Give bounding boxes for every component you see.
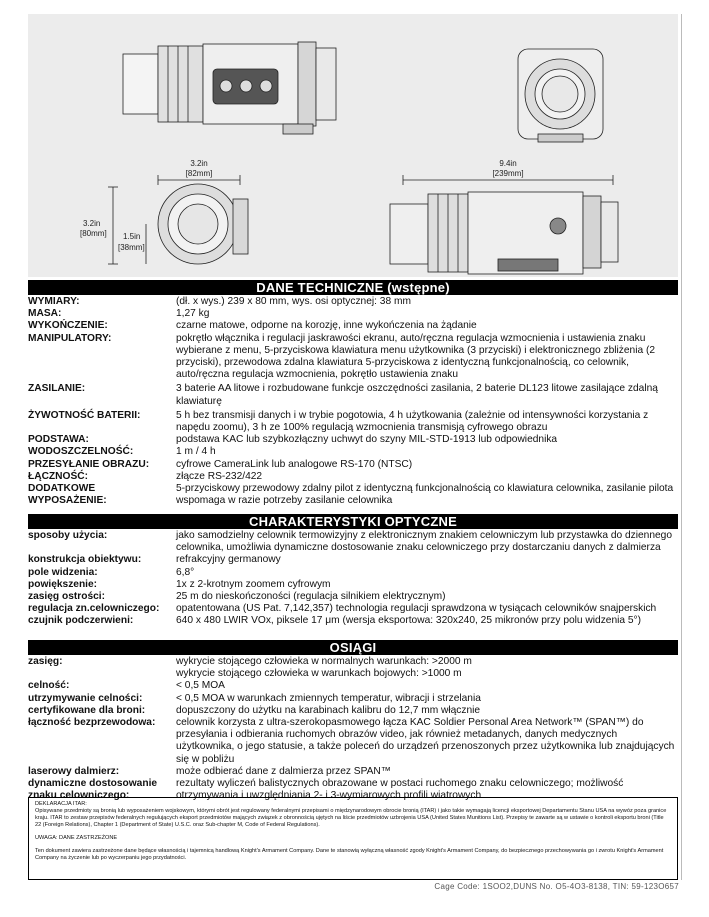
itar-text: Opisywane przedmioty są bronią lub wyposażeniem wojskowym, którymi obrót jest regulowany federalnymi przepisami o międzynarodowym obrocie bronią (ITAR) i jako takie wymagają licencji eksportowej Departamentu Stanu USA na wywóz poza granice kraju. ITAR to zestaw przepisów federalnych regulujących eksport przedmiotów mających związek z obronnością ujętych na liście przedmiotów uzbrojenia USA (United States Munitions List). Przepisy te zawarte są w ustawie o kontroli eksportu broni (Title 22 (Foreign Relations), Chapter 1 (Department of State) U.S.C. oraz Sub-chapter M, Code of Federal Regulations).: [35, 808, 667, 828]
spec-row: ŁĄCZNOŚĆ: złącze RS-232/422: [28, 470, 263, 482]
optics-row: regulacja zn.celowniczego: opatentowana (US Pat. 7,142,357) technologia regulacji sprawdzona w tysiącach celowników snajperskich: [28, 603, 657, 615]
spec-row: ZASILANIE: 3 baterie AA litowe i rozbudowane funkcje oszczędności zasilania, 2 baterie DL123 litowe zasilające zdalną klawiaturę: [28, 383, 658, 407]
itar-title: DEKLARACJA ITAR:: [35, 801, 87, 807]
scope-drawings-svg: [28, 14, 678, 277]
rear-view-drawing: [518, 49, 603, 142]
optics-row: sposoby użycia: jako samodzielny celownik termowizyjny z elektronicznym znakiem celowniczym lub przystawka do dziennego celownika, umożliwia dynamiczne dostosowanie znaku celowniczego przy dostarczaniu danych z dalmierza: [28, 530, 672, 554]
spec-row: WYMIARY: (dł. x wys.) 239 x 80 mm, wys. osi optycznej: 38 mm: [28, 296, 411, 307]
width-mm-label: [82mm]: [185, 169, 213, 178]
axis-inch-label: 1.5in: [123, 232, 141, 241]
spec-row: PRZESYŁANIE OBRAZU: cyfrowe CameraLink lub analogowe RS-170 (NTSC): [28, 458, 413, 470]
optics-row: pole widzenia: 6,8°: [28, 566, 195, 578]
restricted-data-text: Ten dokument zawiera zastrzeżone dane będące własnością i tajemnicą handlową Knight's Armament Company. Dane te stanowią wyłączną własność zgody Knight's Armament Company, do bezpiecznego przechowywania go i zwrotu Knight's Armament Company na życzenie lub po wyczerpaniu jego przydatności.: [35, 848, 664, 861]
height-inch-label: 3.2in: [83, 219, 101, 228]
spec-row: WYKOŃCZENIE: czarne matowe, odporne na korozję, inne wykończenia na żądanie: [28, 320, 477, 332]
optics-row: konstrukcja obiektywu: refrakcyjny germanowy: [28, 554, 281, 566]
performance-header: OSIĄGI: [28, 640, 678, 655]
optics-row: powiększenie: 1x z 2-krotnym zoomem cyfrowym: [28, 578, 331, 590]
length-inch-label: 9.4in: [499, 159, 517, 168]
axis-mm-label: [38mm]: [118, 243, 145, 252]
perf-row: utrzymywanie celności: < 0,5 MOA w warunkach zmiennych temperatur, wibracji i strzelania: [28, 692, 481, 704]
spec-row: MASA: 1,27 kg: [28, 308, 210, 320]
width-inch-label: 3.2in: [190, 159, 208, 168]
tech-specs-header: DANE TECHNICZNE (wstępne): [28, 280, 678, 295]
optics-list: [28, 530, 678, 628]
side-view-drawing: [390, 175, 618, 274]
perf-row: certyfikowane dla broni: dopuszczony do użytku na karabinach kalibru do 12,7 mm włącznie: [28, 704, 481, 716]
perf-row: łączność bezprzewodowa: celownik korzysta z ultra-szerokopasmowego łącza KAC Soldier Personal Area Network™ (SPAN™) do przesyłania i odbierania ruchomych obrazów video, jak również metadanych, danych medycznych użytkownika, o jego statusie, a także poleceń do urządzeń przenoszonych przez użytkownika lub znajdujących się w pobliżu: [28, 717, 675, 765]
spec-row: ŻYWOTNOŚĆ BATERII: 5 h bez transmisji danych i w trybie pogotowia, 4 h użytkowania (zależnie od intensywności korzystania z napędu zoomu), 3 h ze 100% regulacją wzmocnienia transmisją cyfrowego obrazu: [28, 409, 649, 434]
length-mm-label: [239mm]: [492, 169, 524, 178]
cage-code-footer: Cage Code: 1SOO2,DUNS No. O5-4O3-8138, TIN: 59-123O657: [434, 882, 679, 891]
spec-row: DODATKOWE WYPOSAŻENIE: 5-przyciskowy przewodowy zdalny pilot z identyczną funkcjonalnością co klawiatura celownika, zasilanie pilota wspomaga w razie potrzeby zasilanie celownika: [28, 483, 674, 507]
perf-row: celność: < 0,5 MOA: [28, 680, 225, 692]
top-view-drawing: [123, 42, 336, 134]
perf-row: laserowy dalmierz: może odbierać dane z dalmierza przez SPAN™: [28, 765, 391, 777]
optics-row: czujnik podczerwieni: 640 x 480 LWIR VOx, piksele 17 μm (wersja eksportowa: 320x240, 25 mikronów przy polu widzenia 5°): [28, 615, 642, 627]
restricted-data-title: UWAGA: DANE ZASTRZEŻONE: [35, 835, 118, 841]
height-mm-label: [80mm]: [80, 229, 107, 238]
perf-row: dynamiczne dostosowanie znaku celowniczego: rezultaty wyliczeń balistycznych obrazowane w postaci ruchomego znaku celowniczego; możliwość otrzymywania i uwzględniania 2- i 3-wymiarowych profili wiatrowych: [28, 778, 624, 802]
spec-row: WODOSZCZELNOŚĆ: 1 m / 4 h: [28, 446, 216, 458]
legal-notice-box: [28, 797, 678, 880]
technical-drawings: [28, 14, 678, 277]
optics-row: zasięg ostrości: 25 m do nieskończoności (regulacja silnikiem elektrycznym): [28, 591, 446, 603]
optics-header: CHARAKTERYSTYKI OPTYCZNE: [28, 514, 678, 529]
performance-list: [28, 656, 678, 802]
perf-row: zasięg: wykrycie stojącego człowieka w normalnych warunkach: >2000 m wykrycie stojącego człowieka w warunkach bojowych: >1000 m: [28, 656, 472, 680]
page-margin-line: [681, 14, 682, 880]
spec-row: MANIPULATORY: pokrętło włącznika i regulacji jaskrawości ekranu, auto/ręczna regulacja wzmocnienia i ustawienia znaku wybierane z menu, 5-przyciskowa klawiatura menu użytkownika (3 przyciski) i elektronicznego zbliżenia (2 przyciski), przewodowa zdalna klawiatura 5-przyciskowa z identyczną funkcjonalnością, co celownik, auto/ręczna regulacja wzmocnienia, pokrętło ustawienia znaku: [28, 332, 656, 381]
spec-row: PODSTAWA: podstawa KAC lub szybkozłączny uchwyt do szyny MIL-STD-1913 lub odpowiednika: [28, 434, 558, 446]
tech-specs-list: [28, 296, 678, 507]
